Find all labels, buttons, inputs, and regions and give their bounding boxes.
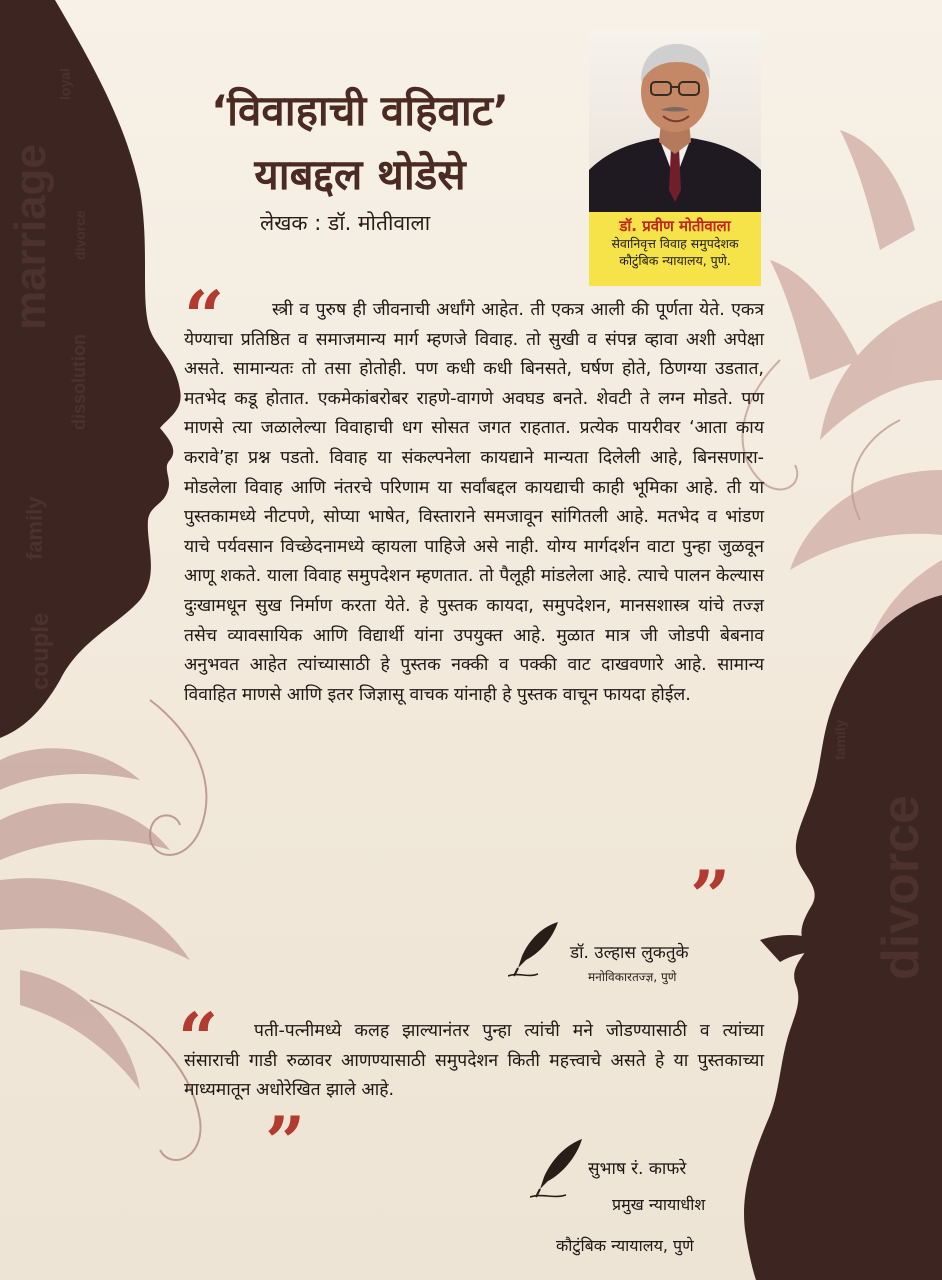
book-title-line-1: ‘विवाहाची वहिवाट’ [211, 86, 509, 135]
portrait-place: कौटुंबिक न्यायालय, पुणे. [619, 252, 731, 268]
author-portrait-illustration [589, 30, 761, 218]
bg-word-left-2: family [22, 496, 47, 560]
bg-word-left-1: marriage [6, 144, 55, 330]
bg-word-left-6: loyal [57, 68, 73, 100]
author-photo [589, 30, 761, 218]
quill-pen-icon-2 [530, 1135, 590, 1203]
close-quote-icon: ” [690, 855, 731, 938]
review-1-signer-title: मनोविकारतज्ज्ञ, पुणे [588, 970, 677, 984]
review-1-signer-name: डॉ. उल्हास लुकतुके [570, 943, 689, 963]
author-photo-caption [589, 212, 761, 286]
bg-word-right-2: family [832, 719, 848, 760]
review-2-text: पती-पत्नीमध्ये कलह झाल्यानंतर पुन्हा त्यांची मने जोडण्यासाठी व त्यांच्या संसाराची गाडी रुळावर आणण्यासाठी समुपदेशन किती महत्त्वाचे असते हे या पुस्तकाच्या माध्यमातून अधोरेखित झाले आहे. [184, 1021, 764, 1101]
floral-ornament-left [0, 748, 190, 1090]
portrait-name: डॉ. प्रवीण मोतीवाला [619, 217, 731, 235]
review-2-signer-place: कौटुंबिक न्यायालय, पुणे [556, 1236, 694, 1255]
open-quote-icon: “ [184, 275, 225, 358]
bg-word-left-4: divorce [72, 210, 88, 260]
bg-word-left-5: dissolution [69, 334, 89, 430]
book-title-line-2: याबद्दल थोडेसे [254, 150, 466, 199]
open-quote-icon-2: “ [178, 997, 219, 1080]
review-2-signer-title: प्रमुख न्यायाधीश [612, 1195, 706, 1214]
portrait-role: सेवानिवृत्त विवाह समुपदेशक [611, 236, 739, 251]
close-quote-icon-2: ” [265, 1101, 306, 1184]
bg-word-left-3: couple [27, 612, 54, 690]
author-line: लेखक : डॉ. मोतीवाला [260, 211, 431, 235]
bg-word-right-1: divorce [872, 795, 930, 980]
quill-pen-icon [508, 918, 568, 980]
review-1-text: स्त्री व पुरुष ही जीवनाची अर्धांगे आहेत. ती एकत्र आली की पूर्णता येते. एकत्र येण्याचा प्रतिष्ठित व समाजमान्य मार्ग म्हणजे विवाह. तो सुखी व संपन्न व्हावा अशी अपेक्षा असते. सामान्यतः तो तसा होतोही. पण कधी कधी बिनसते, घर्षण होते, ठिणग्या उडतात, मतभेद कडू होतात. एकमेकांबरोबर राहणे-वागणे अवघड बनते. शेवटी ते लग्न मोडते. पण माणसे त्या जळालेल्या विवाहाची धग सोसत जगत राहतात. प्रत्येक पायरीवर ‘आता काय करावे’हा प्रश्न पडतो. विवाह या संकल्पनेला कायद्याने मान्यता दिलेली आहे, बिनसणारा-मोडलेला विवाह आणि नंतरचे परिणाम या सर्वांबद्दल कायद्याची काही भूमिका आहे. ती या पुस्तकामध्ये नीटपणे, सोप्या भाषेत, विस्ताराने समजावून सांगितली आहे. मतभेद व भांडण याचे पर्यवसान विच्छेदनामध्ये व्हायला पाहिजे असे नाही. योग्य मार्गदर्शन वाटा पुन्हा जुळवून आणू शकते. याला विवाह समुपदेशन म्हणतात. तो पैलूही मांडलेला आहे. त्याचे पालन केल्यास दुःखामधून सुख निर्माण करता येते. हे पुस्तक कायदा, समुपदेशन, मानसशास्त्र यांचे तज्ज्ञ तसेच व्यावसायिक आणि विद्यार्थी यांना उपयुक्त आहे. मुळात मात्र जी जोडपी बेबनाव अनुभवत आहेत त्यांच्यासाठी हे पुस्तक नक्की व पक्की वाट दाखवणारे आहे. सामान्य विवाहित माणसे आणि इतर जिज्ञासू वाचक यांनाही हे पुस्तक वाचून फायदा होईल. [184, 300, 764, 705]
review-2-signer-name: सुभाष रं. काफरे [588, 1159, 687, 1179]
